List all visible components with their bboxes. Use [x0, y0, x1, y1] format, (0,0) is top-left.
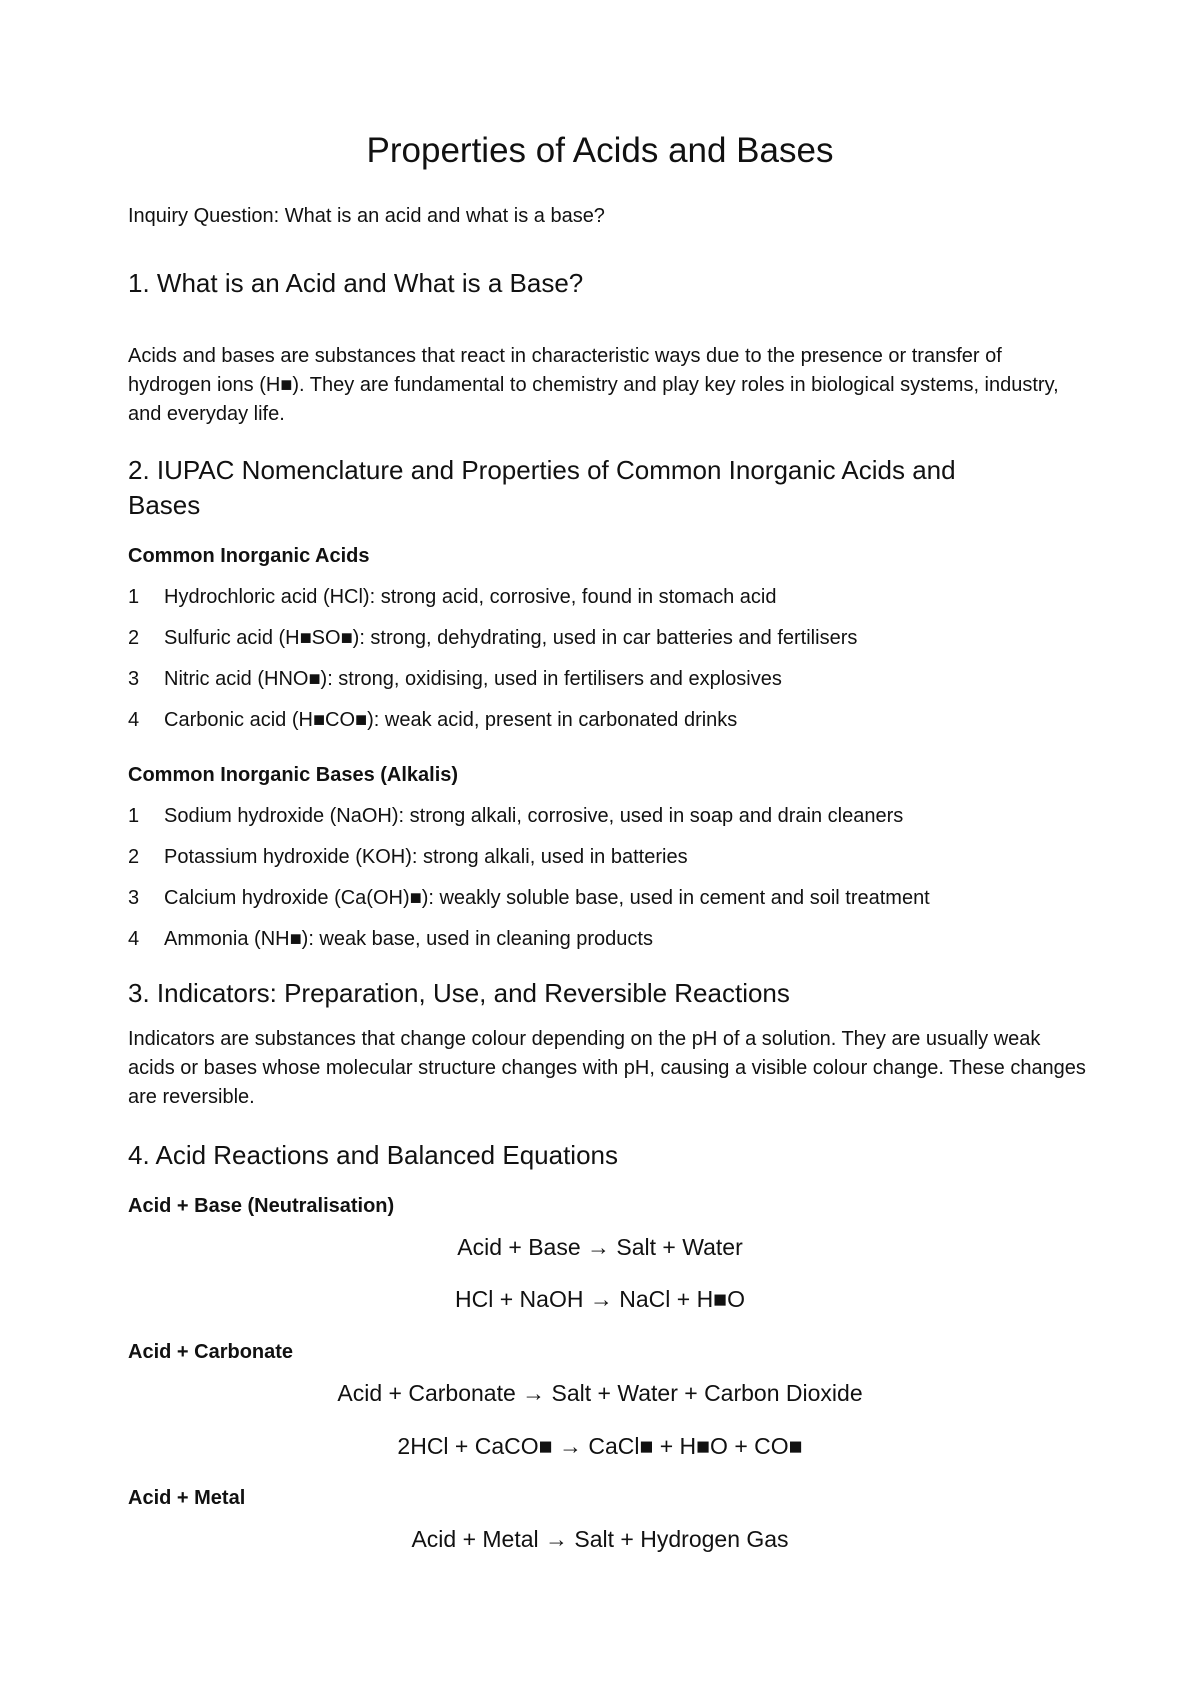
metal-word-equation: Acid + Metal → Salt + Hydrogen Gas — [411, 1526, 789, 1552]
metal-subheading: Acid + Metal — [128, 1487, 246, 1509]
section-2-heading-line-2: Bases — [128, 490, 201, 520]
acid-list-item — [128, 584, 776, 610]
list-number: 4 — [128, 709, 140, 731]
list-number: 3 — [128, 887, 140, 909]
base-list-item — [128, 926, 653, 952]
list-number: 1 — [128, 586, 140, 608]
neutralisation-chemical-equation: HCl + NaOH → NaCl + H■O — [455, 1286, 745, 1312]
list-text: Sulfuric acid (H■SO■): strong, dehydrating, used in car batteries and fertilisers — [164, 627, 858, 649]
base-list-item — [128, 844, 688, 870]
acid-list-item — [128, 707, 737, 733]
section-2-heading-line-1: 2. IUPAC Nomenclature and Properties of Common Inorganic Acids and — [128, 455, 956, 485]
list-text: Potassium hydroxide (KOH): strong alkali, used in batteries — [164, 846, 688, 868]
base-list-item — [128, 885, 930, 911]
acids-subheading: Common Inorganic Acids — [128, 545, 370, 567]
list-text: Nitric acid (HNO■): strong, oxidising, used in fertilisers and explosives — [164, 668, 782, 690]
list-text: Calcium hydroxide (Ca(OH)■): weakly soluble base, used in cement and soil treatment — [164, 887, 930, 909]
list-number: 1 — [128, 805, 140, 827]
section-3-body: Indicators are substances that change colour depending on the pH of a solution. They are usually weak acids or bases whose molecular structure changes with pH, causing a visible colour change. These changes are reversible. — [128, 1028, 1086, 1108]
neutralisation-word-equation: Acid + Base → Salt + Water — [457, 1234, 743, 1260]
carbonate-subheading: Acid + Carbonate — [128, 1341, 294, 1363]
list-text: Carbonic acid (H■CO■): weak acid, present in carbonated drinks — [164, 709, 738, 731]
carbonate-word-equation: Acid + Carbonate → Salt + Water + Carbon Dioxide — [337, 1380, 863, 1406]
section-1-body: Acids and bases are substances that react in characteristic ways due to the presence or transfer of hydrogen ions (H■). They are fundamental to chemistry and play key roles in biological systems, industry, and everyday life. — [128, 345, 1059, 425]
acid-list-item — [128, 666, 782, 692]
section-1-heading: 1. What is an Acid and What is a Base? — [128, 268, 584, 298]
neutralisation-subheading: Acid + Base (Neutralisation) — [128, 1195, 395, 1217]
acid-list-item — [128, 625, 857, 651]
inquiry-question: Inquiry Question: What is an acid and what is a base? — [128, 205, 605, 227]
page-title: Properties of Acids and Bases — [366, 131, 834, 170]
bases-subheading: Common Inorganic Bases (Alkalis) — [128, 764, 459, 786]
list-text: Hydrochloric acid (HCl): strong acid, corrosive, found in stomach acid — [164, 586, 777, 608]
list-number: 2 — [128, 627, 140, 649]
list-number: 3 — [128, 668, 140, 690]
list-number: 4 — [128, 928, 140, 950]
base-list-item — [128, 803, 903, 829]
list-text: Sodium hydroxide (NaOH): strong alkali, corrosive, used in soap and drain cleaners — [164, 805, 904, 827]
section-4-heading: 4. Acid Reactions and Balanced Equations — [128, 1140, 619, 1170]
carbonate-chemical-equation: 2HCl + CaCO■ → CaCl■ + H■O + CO■ — [397, 1433, 803, 1459]
list-text: Ammonia (NH■): weak base, used in cleaning products — [164, 928, 653, 950]
list-number: 2 — [128, 846, 140, 868]
section-3-heading: 3. Indicators: Preparation, Use, and Reversible Reactions — [128, 978, 790, 1008]
